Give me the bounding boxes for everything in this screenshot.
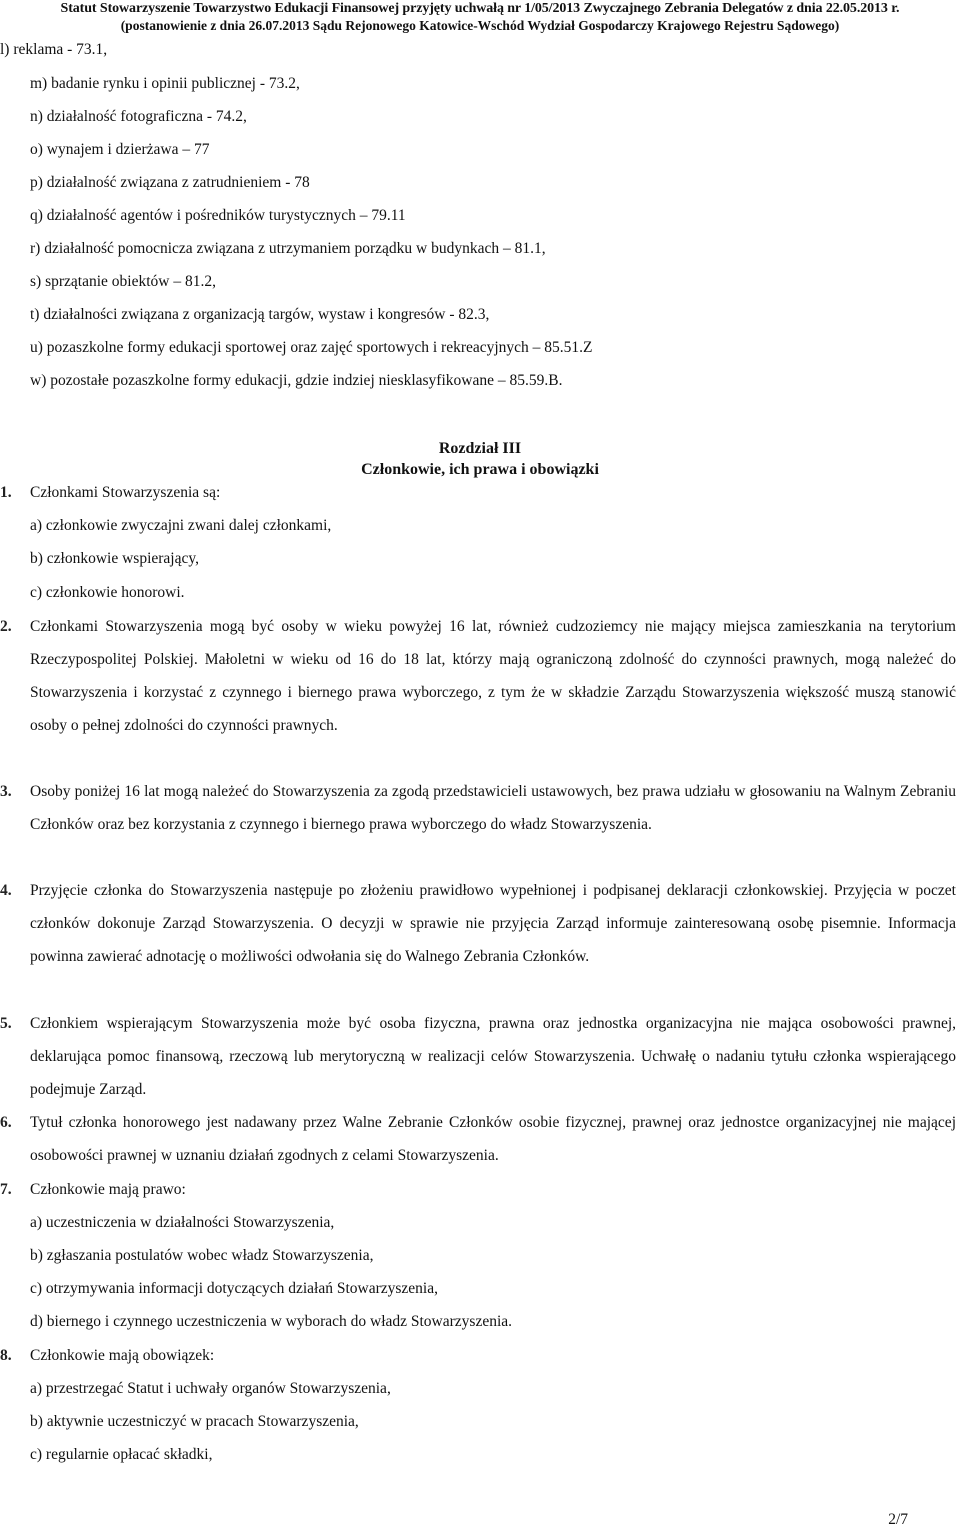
activity-item: s) sprzątanie obiektów – 81.2, <box>30 273 216 290</box>
section-6 <box>0 1106 956 1172</box>
section-text: Członkowie mają prawo: <box>30 1181 186 1198</box>
section-text: Tytuł członka honorowego jest nadawany przez Walne Zebranie Członków osobie fizycznej, prawnej oraz jednostce organizacyjnej nie mającej osobowości prawnej w uznaniu działań zgodnych z celami Stowarzyszenia. <box>30 1114 956 1164</box>
section-text: Członkami Stowarzyszenia mogą być osoby w wieku powyżej 16 lat, również cudzoziemcy nie mający miejsca zamieszkania na terytorium Rzeczypospolitej Polskiej. Małoletni w wieku od 16 do 18 lat, którzy mają ograniczoną zdolność do czynności prawnych, mogą należeć do Stowarzyszenia i korzystać z czynnego i biernego prawa wyborczego, z tym że w składzie Zarządu Stowarzyszenia większość muszą stanowić osoby o pełnej zdolności do czynności prawnych. <box>30 618 956 734</box>
member-type-item: b) członkowie wspierający, <box>30 550 199 567</box>
section-text: Członkowie mają obowiązek: <box>30 1347 215 1364</box>
section-1 <box>0 476 956 509</box>
activity-item: u) pozaszkolne formy edukacji sportowej oraz zajęć sportowych i rekreacyjnych – 85.51.Z <box>30 339 593 356</box>
right-item: c) otrzymywania informacji dotyczących działań Stowarzyszenia, <box>30 1280 438 1297</box>
section-number: 8. <box>0 1347 12 1364</box>
chapter-number: Rozdział III <box>438 440 522 457</box>
section-3 <box>0 775 956 841</box>
member-type-item: c) członkowie honorowi. <box>30 584 185 601</box>
activity-item: m) badanie rynku i opinii publicznej - 73.2, <box>30 75 300 92</box>
section-8 <box>0 1339 956 1372</box>
section-text: Osoby poniżej 16 lat mogą należeć do Stowarzyszenia za zgodą przedstawicieli ustawowych, bez prawa udziału w głosowaniu na Walnym Zebraniu Członków oraz bez korzystania z czynnego i biernego prawa wyborczego do władz Stowarzyszenia. <box>30 783 956 833</box>
duty-item: c) regularnie opłacać składki, <box>30 1446 213 1463</box>
duty-item: a) przestrzegać Statut i uchwały organów Stowarzyszenia, <box>30 1380 391 1397</box>
section-number: 1. <box>0 484 12 501</box>
right-item: b) zgłaszania postulatów wobec władz Stowarzyszenia, <box>30 1247 374 1264</box>
section-number: 5. <box>0 1015 12 1032</box>
activity-item: o) wynajem i dzierżawa – 77 <box>30 141 210 158</box>
activity-item: q) działalność agentów i pośredników turystycznych – 79.11 <box>30 207 406 224</box>
section-text: Przyjęcie członka do Stowarzyszenia następuje po złożeniu prawidłowo wypełnionej i podpisanej deklaracji członkowskiej. Przyjęcia w poczet członków dokonuje Zarząd Stowarzyszenia. O decyzji w sprawie nie przyjęcia Zarząd informuje zainteresowaną osobę pisemnie. Informacja powinna zawierać adnotację o możliwości odwołania się do Walnego Zebrania Członków. <box>30 882 956 965</box>
page-number: 2/7 <box>888 1511 908 1528</box>
section-7 <box>0 1173 956 1206</box>
member-type-item: a) członkowie zwyczajni zwani dalej członkami, <box>30 517 332 534</box>
section-number: 4. <box>0 882 12 899</box>
activity-item: w) pozostałe pozaszkolne formy edukacji, gdzie indziej niesklasyfikowane – 85.59.B. <box>30 372 563 389</box>
section-5 <box>0 1007 956 1106</box>
activity-item: n) działalność fotograficzna - 74.2, <box>30 108 247 125</box>
document-header <box>0 0 960 34</box>
activity-item: t) działalności związana z organizacją targów, wystaw i kongresów - 82.3, <box>30 306 490 323</box>
chapter-title: Członkowie, ich prawa i obowiązki <box>361 461 599 478</box>
activity-item: r) działalność pomocnicza związana z utrzymaniem porządku w budynkach – 81.1, <box>30 240 546 257</box>
activity-item: l) reklama - 73.1, <box>0 41 108 58</box>
duty-item: b) aktywnie uczestniczyć w pracach Stowarzyszenia, <box>30 1413 359 1430</box>
header-line-2: (postanowienie z dnia 26.07.2013 Sądu Rejonowego Katowice-Wschód Wydział Gospodarczy Krajowego Rejestru Sądowego) <box>120 18 840 33</box>
header-line-1: Statut Stowarzyszenie Towarzystwo Edukacji Finansowej przyjęty uchwałą nr 1/05/2013 Zwyczajnego Zebrania Delegatów z dnia 22.05.2013 r. <box>60 1 900 16</box>
section-number: 2. <box>0 618 12 635</box>
section-4 <box>0 874 956 973</box>
activity-item: p) działalność związana z zatrudnieniem - 78 <box>30 174 310 191</box>
section-text: Członkami Stowarzyszenia są: <box>30 484 221 501</box>
right-item: a) uczestniczenia w działalności Stowarzyszenia, <box>30 1214 335 1231</box>
section-text: Członkiem wspierającym Stowarzyszenia może być osoba fizyczna, prawna oraz jednostka organizacyjna nie mająca osobowości prawnej, deklarująca pomoc finansową, rzeczową lub merytoryczną w realizacji celów Stowarzyszenia. Uchwałę o nadaniu tytułu członka wspierającego podejmuje Zarząd. <box>30 1015 956 1098</box>
section-number: 7. <box>0 1181 12 1198</box>
section-2 <box>0 610 956 742</box>
section-number: 3. <box>0 783 12 800</box>
right-item: d) biernego i czynnego uczestniczenia w wyborach do władz Stowarzyszenia. <box>30 1313 513 1330</box>
section-number: 6. <box>0 1114 12 1131</box>
